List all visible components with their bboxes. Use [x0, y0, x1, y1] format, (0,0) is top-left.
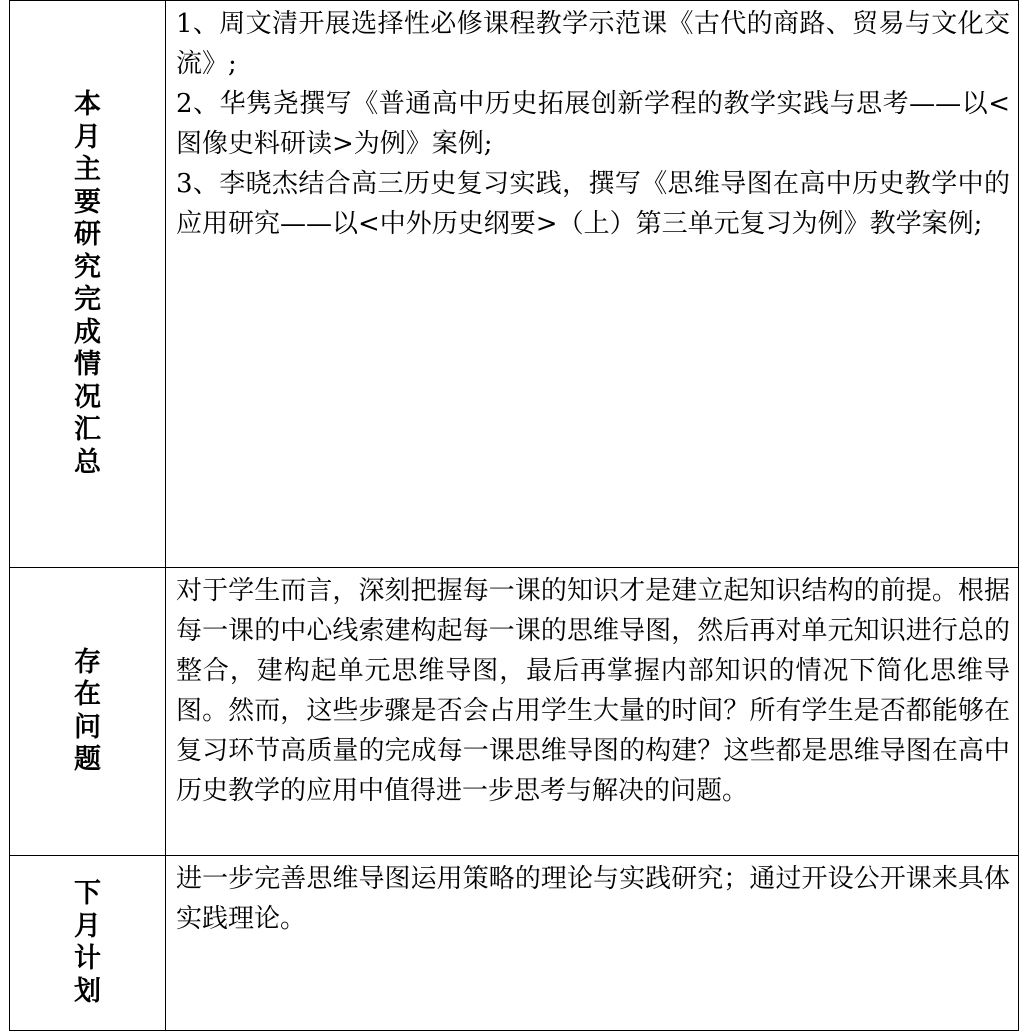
row-content-summary [166, 1, 1019, 568]
summary-item-1: 1、周文清开展选择性必修课程教学示范课《古代的商路、贸易与文化交流》; [176, 9, 1010, 79]
table-row-next-plan [10, 856, 1019, 1031]
next-plan-text: 进一步完善思维导图运用策略的理论与实践研究；通过开设公开课来具体实践理论。 [176, 864, 1010, 934]
table-row-problems [10, 568, 1019, 856]
report-table [9, 0, 1019, 1031]
row-content-problems [166, 568, 1019, 856]
row-label-cell [10, 1, 166, 568]
summary-item-3: 3、李晓杰结合高三历史复习实践，撰写《思维导图在高中历史教学中的应用研究——以<中外历史纲要>（上）第三单元复习为例》教学案例; [176, 169, 1010, 239]
summary-item-2: 2、华隽尧撰写《普通高中历史拓展创新学程的教学实践与思考——以<图像史料研读>为例》案例; [176, 89, 1010, 159]
table-row-summary [10, 1, 1019, 568]
row-label-summary: 本月主要研究完成情况汇总 [74, 89, 101, 478]
problems-text: 对于学生而言，深刻把握每一课的知识才是建立起知识结构的前提。根据每一课的中心线索建构起每一课的思维导图，然后再对单元知识进行总的整合，建构起单元思维导图，最后再掌握内部知识的情况下简化思维导图。然而，这些步骤是否会占用学生大量的时间？所有学生是否都能够在复习环节高质量的完成每一课思维导图的构建？这些都是思维导图在高中历史教学的应用中值得进一步思考与解决的问题。 [176, 576, 1010, 806]
row-label-cell [10, 568, 166, 856]
row-label-problems: 存在问题 [74, 646, 101, 775]
row-content-next-plan [166, 856, 1019, 1031]
row-label-next-plan: 下月计划 [74, 878, 101, 1007]
row-label-cell [10, 856, 166, 1031]
